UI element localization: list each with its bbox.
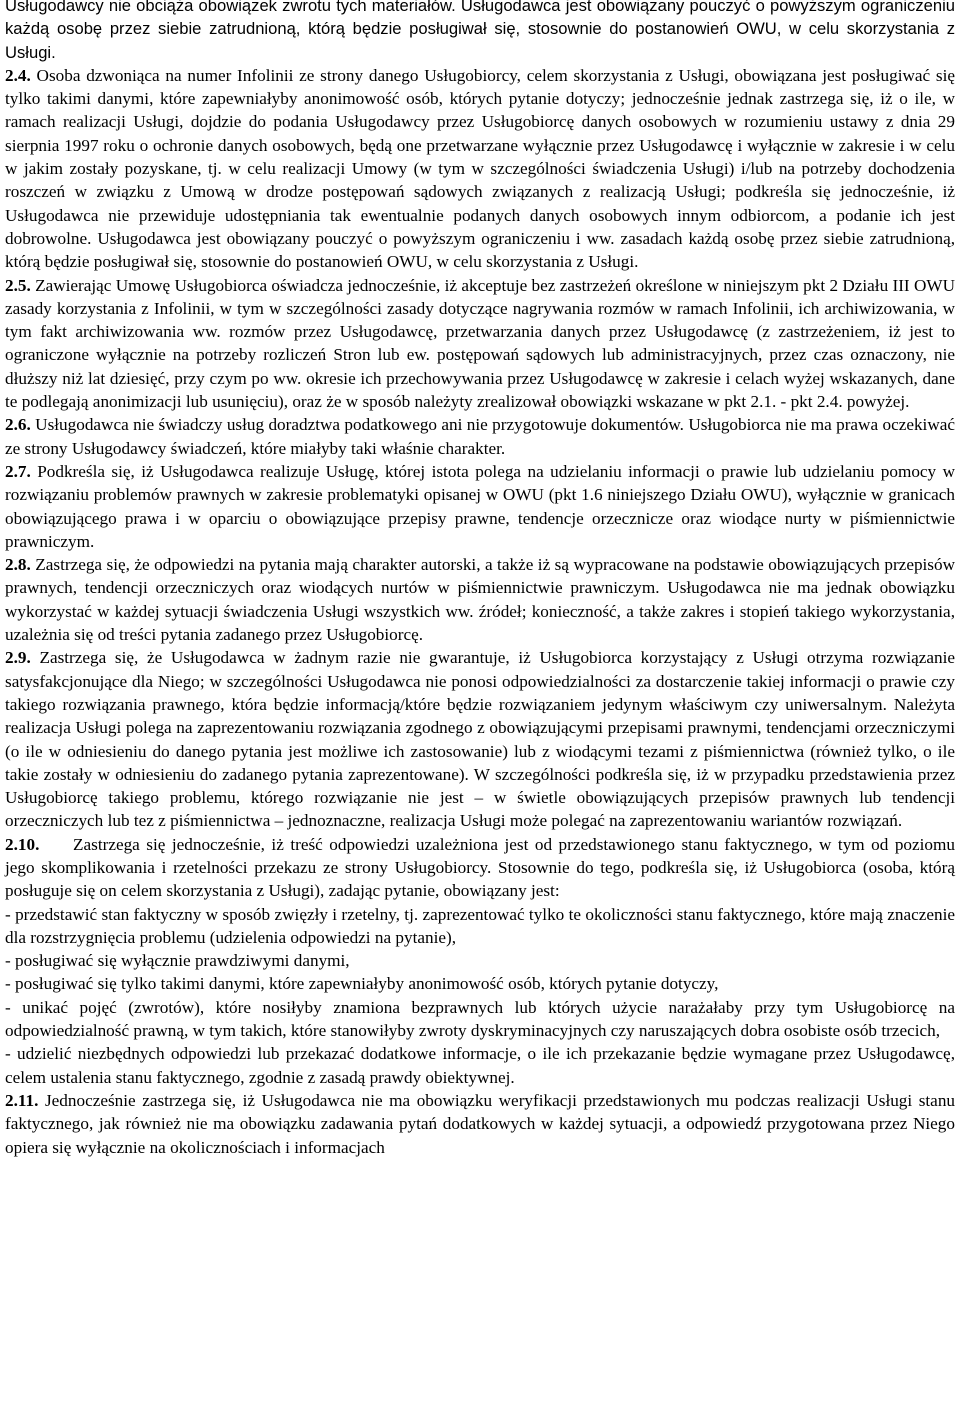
section-2-7	[5, 460, 955, 553]
section-2-4	[5, 64, 955, 274]
list-item: - przedstawić stan faktyczny w sposób zwięzły i rzetelny, tj. zaprezentować tylko te okoliczności stanu faktycznego, które mają znaczenie dla rozstrzygnięcia problemu (udzielenia odpowiedzi na pytanie),	[5, 904, 955, 947]
section-number: 2.8.	[5, 555, 31, 575]
section-text: Jednocześnie zastrzega się, iż Usługodawca nie ma obowiązku weryfikacji przedstawionych mu podczas realizacji Usługi stanu faktycznego, jak również nie ma obowiązku zadawania pytań dodatkowych w każdej sytuacji, a odpowiedź przygotowana przez Niego opiera się wyłącznie na okolicznościach i informacjach	[5, 1090, 956, 1157]
section-2-5	[5, 274, 955, 414]
section-number: 2.5.	[5, 275, 31, 295]
section-number: 2.11.	[5, 1090, 39, 1110]
section-2-8	[5, 553, 955, 646]
list-item: - posługiwać się wyłącznie prawdziwymi danymi,	[5, 951, 350, 971]
intro-paragraph: Usługodawcy nie obciąża obowiązek zwrotu tych materiałów. Usługodawca jest obowiązany pouczyć o powyższym ograniczeniu każdą osobę przez siebie zatrudnioną, którą będzie posługiwał się, stosownie do postanowień OWU, w celu skorzystania z Usługi.	[5, 0, 955, 62]
section-2-6	[5, 413, 955, 460]
section-text: Zawierając Umowę Usługobiorca oświadcza jednocześnie, iż akceptuje bez zastrzeżeń określone w niniejszym pkt 2 Działu III OWU zasady korzystania z Infolinii, w tym w szczególności zasady dotyczące nagrywania rozmów w ramach Infolinii, ich archiwizowania, w tym fakt archiwizowania ww. rozmów przez Usługodawcę, przetwarzania danych przez Usługodawcę (z zastrzeżeniem, iż jest to ograniczone wyłącznie na potrzeby rozliczeń Stron lub ew. postępowań sądowych lub administracyjnych, przez czas oznaczony, nie dłuższy niż lat dziesięć, przy czym po ww. okresie ich przechowywania przez Usługodawcę w zakresie i celach wyżej wskazanych, dane te podlegają anonimizacji lub usunięciu), oraz że w sposób należyty zrealizował obowiązki wskazane w pkt 2.1. - pkt 2.4. powyżej.	[5, 275, 956, 412]
section-number: 2.10.	[5, 834, 40, 854]
section-2-11	[5, 1089, 955, 1159]
list-item: - posługiwać się tylko takimi danymi, które zapewniałyby anonimowość osób, których pytanie dotyczy,	[5, 974, 719, 994]
section-number: 2.4.	[5, 65, 31, 85]
list-item: - udzielić niezbędnych odpowiedzi lub przekazać dodatkowe informacje, o ile ich przekazanie będzie wymagane przez Usługodawcę, celem ustalenia stanu faktycznego, zgodnie z zasadą prawdy obiektywnej.	[5, 1044, 955, 1087]
section-2-10	[5, 833, 955, 903]
section-number: 2.9.	[5, 648, 31, 668]
section-text: Zastrzega się, że odpowiedzi na pytania mają charakter autorski, a także iż są wypracowane na podstawie obowiązujących przepisów prawnych, tendencji orzeczniczych oraz wiodących nurtów w piśmiennictwie prawniczym. Usługodawca nie ma jednak obowiązku wykorzystać w każdej sytuacji świadczenia Usługi wszystkich ww. źródeł; konieczność, a także zakres i stopień takiego wykorzystania, uzależnia się od treści pytania zadanego przez Usługobiorcę.	[5, 555, 956, 645]
section-number: 2.7.	[5, 461, 31, 481]
list-item: - unikać pojęć (zwrotów), które nosiłyby znamiona bezprawnych lub których użycie narażałaby przy tym Usługobiorcę na odpowiedzialność prawną, w tym takich, które stanowiłyby zwroty dyskryminacyjnych czy naruszających dobra osobiste osób trzecich,	[5, 997, 955, 1041]
section-number: 2.6.	[5, 415, 31, 435]
section-text: Zastrzega się jednocześnie, iż treść odpowiedzi uzależniona jest od przedstawionego stanu faktycznego, w tym od poziomu jego skomplikowania i rzetelności przekazu ze strony Usługobiorcy. Stosownie do tego, podkreśla się, iż Usługobiorca (osoba, którą posługuje się on celem skorzystania z Usługi), zadając pytanie, obowiązany jest:	[5, 834, 955, 901]
section-text: Osoba dzwoniąca na numer Infolinii ze strony danego Usługobiorcy, celem skorzystania z Usługi, obowiązana jest posługiwać się tylko takimi danymi, które zapewniałyby anonimowość osób, których pytanie dotyczy; jednocześnie jednak zastrzega się, iż o ile, w ramach realizacji Usługi, dojdzie do podania Usługodawcy przez Usługobiorcę danych osobowych w rozumieniu ustawy z dnia 29 sierpnia 1997 roku o ochronie danych osobowych, będą one przetwarzane wyłącznie przez Usługodawcę i wyłącznie w zakresie i w celu w jakim zostały pozyskane, tj. w celu realizacji Umowy (w tym w szczególności świadczenia Usługi) i/lub na potrzeby dochodzenia roszczeń w związku z Umową w drodze postępowań sądowych związanych z realizacją Usługi; podkreśla się jednocześnie, iż Usługodawca nie przewiduje udostępniania tak ewentualnie podanych danych osobowych innym odbiorcom, a podanie ich jest dobrowolne. Usługodawca jest obowiązany pouczyć o powyższym ograniczeniu i ww. zasadach każdą osobę przez siebie zatrudnioną, którą będzie posługiwał się, stosownie do postanowień OWU, w celu skorzystania z Usługi.	[5, 65, 955, 272]
section-text: Usługodawca nie świadczy usług doradztwa podatkowego ani nie przygotowuje dokumentów. Usługobiorca nie ma prawa oczekiwać ze strony Usługodawcy świadczeń, które miałyby taki właśnie charakter.	[5, 415, 956, 458]
section-2-9	[5, 646, 955, 832]
section-text: Zastrzega się, że Usługodawca w żadnym razie nie gwarantuje, iż Usługobiorca korzystający z Usługi otrzyma rozwiązanie satysfakcjonujące dla Niego; w szczególności Usługodawca nie ponosi odpowiedzialności za dostarczenie takiej informacji o prawie czy takiego rozwiązania prawnego, która będzie informacją/które będzie rozwiązaniem jedynym właściwym czy uniwersalnym. Należyta realizacja Usługi polega na zaprezentowaniu rozwiązania zgodnego z obowiązującymi przepisami prawnymi, tendencjami orzeczniczymi (o ile w odniesieniu do danego pytania jest możliwe ich zastosowanie) lub z wiodącymi tezami z piśmiennictwa (również tylko, o ile takie zostały w odniesieniu do zadanego pytania zaprezentowane). W szczególności podkreśla się, iż w przypadku przedstawienia przez Usługobiorcę takiego problemu, którego rozwiązanie nie jest – w świetle obowiązujących przepisów prawnych lub tendencji orzeczniczych lub tez z piśmiennictwa – jednoznaczne, realizacja Usługi może polegać na zaprezentowaniu wariantów rozwiązań.	[5, 648, 955, 831]
section-text: Podkreśla się, iż Usługodawca realizuje Usługę, której istota polega na udzielaniu informacji o prawie lub udzielaniu pomocy w rozwiązaniu problemów prawnych w zakresie problematyki opisanej w OWU (pkt 1.6 niniejszego Działu OWU), wyłącznie w granicach obowiązującego prawa i w oparciu o obowiązujące przepisy prawne, tendencje orzecznicze oraz wiodące nurty w piśmiennictwie prawniczym.	[5, 461, 955, 551]
